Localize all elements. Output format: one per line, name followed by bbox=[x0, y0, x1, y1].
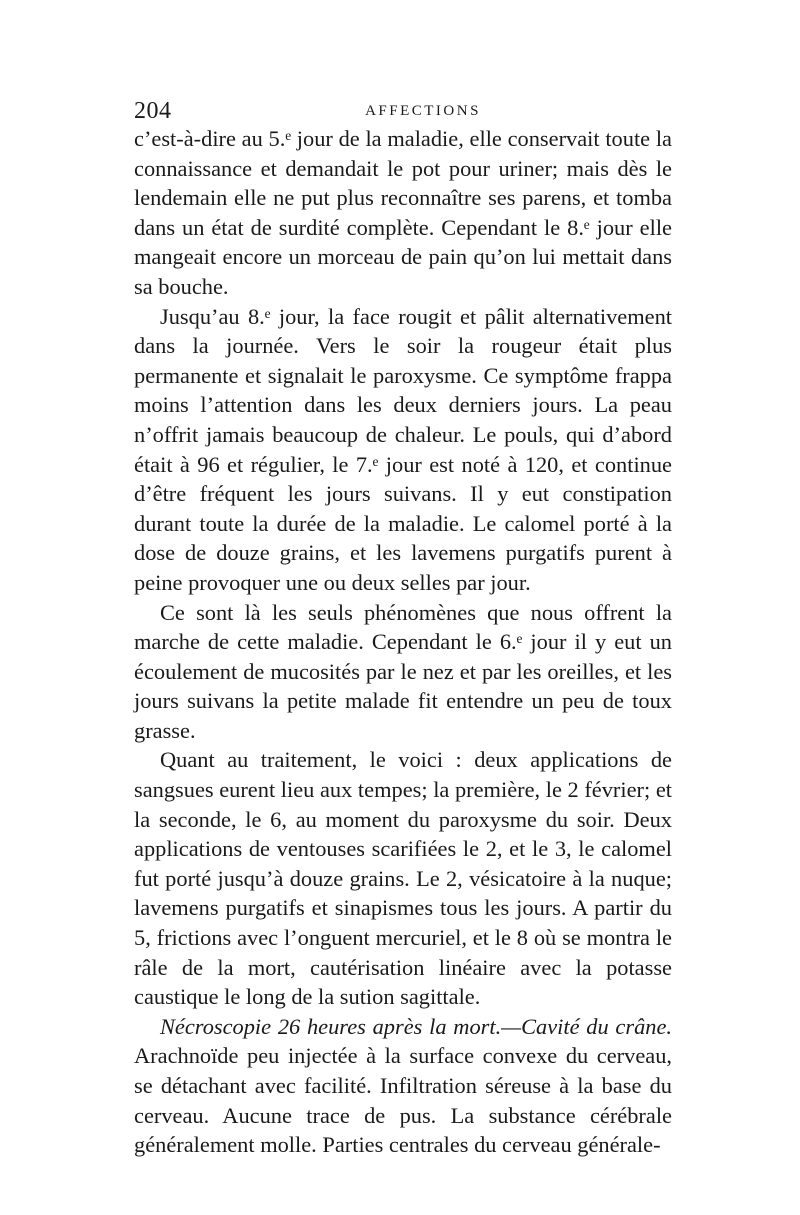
necroscopy-heading: Nécroscopie 26 heures après la mort.—Cavité du crâne. bbox=[160, 1013, 672, 1039]
paragraph: Jusqu’au 8.ᵉ jour, la face rougit et pâlit alternativement dans la journée. Vers le soir la rougeur était plus permanente et signalait le paroxysme. Ce symptôme frappa moins l’attention dans les deux derniers jours. La peau n’offrit jamais beaucoup de chaleur. Le pouls, qui d’abord était à 96 et régulier, le 7.ᵉ jour est noté à 120, et continue d’être fréquent les jours suivans. Il y eut constipation durant toute la durée de la maladie. Le calomel porté à la dose de douze grains, et les lavemens purgatifs purent à peine provoquer une ou deux selles par jour. bbox=[134, 303, 672, 595]
text-body bbox=[134, 124, 672, 1160]
running-head: AFFECTIONS bbox=[365, 103, 481, 119]
page-header bbox=[134, 96, 672, 126]
paragraph: Quant au traitement, le voici : deux applications de sangsues eurent lieu aux tempes; la première, le 2 février; et la seconde, le 6, au moment du paroxysme du soir. Deux applications de ventouses scarifiées le 2, et le 3, le calomel fut porté jusqu’à douze grains. Le 2, vésicatoire à la nuque; lavemens purgatifs et sinapismes tous les jours. A partir du 5, frictions avec l’onguent mercuriel, et le 8 où se montra le râle de la mort, cautérisation linéaire avec la potasse caustique le long de la sution sagittale. bbox=[134, 747, 672, 1010]
page-number: 204 bbox=[134, 98, 172, 124]
paragraph-necroscopy bbox=[134, 1012, 672, 1160]
necroscopy-text: Arachnoïde peu injectée à la surface convexe du cerveau, se détachant avec facilité. Infiltration séreuse à la base du cerveau. Aucune trace de pus. La substance cérébrale généralement molle. Parties centrales du cerveau générale- bbox=[134, 1043, 672, 1158]
paragraph: c’est-à-dire au 5.ᵉ jour de la maladie, elle conservait toute la connaissance et demandait le pot pour uriner; mais dès le lendemain elle ne put plus reconnaître ses parens, et tomba dans un état de surdité complète. Cependant le 8.ᵉ jour elle mangeait encore un morceau de pain qu’on lui mettait dans sa bouche. bbox=[134, 126, 672, 299]
paragraph: Ce sont là les seuls phénomènes que nous offrent la marche de cette maladie. Cependant le 6.ᵉ jour il y eut un écoulement de mucosités par le nez et par les oreilles, et les jours suivans la petite malade fit entendre un peu de toux grasse. bbox=[134, 599, 672, 743]
